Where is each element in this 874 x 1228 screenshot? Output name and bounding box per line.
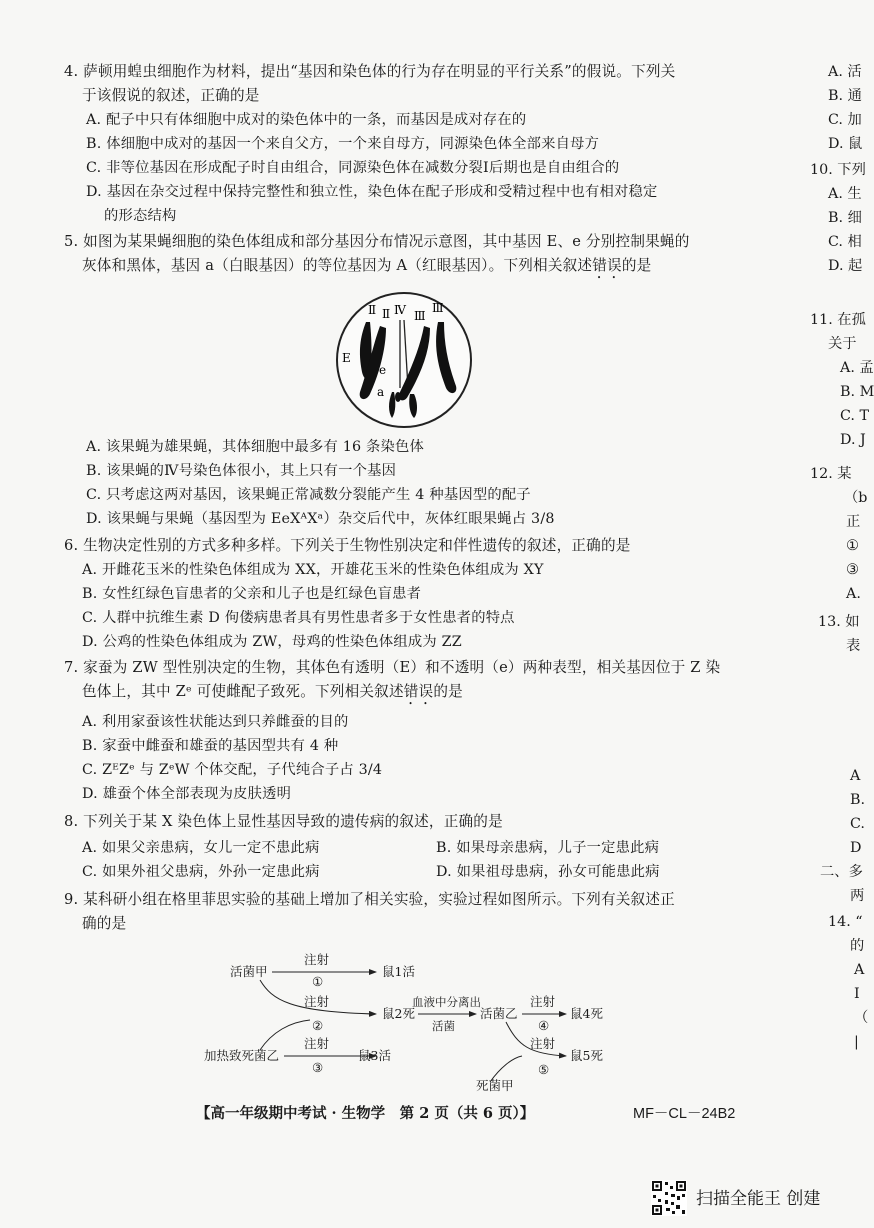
right-fragment: 两 — [850, 888, 865, 904]
right-fragment: ① — [846, 538, 859, 554]
q8-option-c: C. 如果外祖父患病，外孙一定患此病 — [82, 864, 320, 880]
q5-stem-line2: 灰体和黑体，基因 a（白眼基因）的等位基因为 A（红眼基因）。下列相关叙述错误的是 — [82, 257, 652, 274]
q6-option-b: B. 女性红绿色盲患者的父亲和儿子也是红绿色盲患者 — [82, 586, 422, 602]
right-fragment: D. 起 — [828, 258, 863, 274]
right-fragment: D. 鼠 — [828, 136, 863, 152]
q4-stem-line2: 于该假说的叙述，正确的是 — [82, 87, 260, 104]
step-2: ② — [312, 1018, 324, 1033]
q7-option-b: B. 家蚕中雌蚕和雄蚕的基因型共有 4 种 — [82, 738, 339, 754]
right-fragment: A. — [846, 586, 861, 602]
step-5: ⑤ — [538, 1062, 550, 1077]
chromosome-small-1 — [395, 392, 401, 402]
exam-code: MF－CL－24B2 — [633, 1106, 736, 1122]
right-fragment: （ — [854, 1010, 869, 1026]
right-fragment: 14. “ — [828, 914, 863, 930]
right-fragment: A. 活 — [828, 64, 862, 80]
right-fragment: C. T — [840, 408, 870, 424]
label-chromosome-III-b: Ⅲ — [432, 301, 444, 315]
q9-stem-line2: 确的是 — [82, 915, 127, 932]
q5-stem-line1: 5. 如图为某果蝇细胞的染色体组成和部分基因分布情况示意图，其中基因 E、e 分别控制果蝇的 — [64, 233, 690, 250]
right-fragment: A. 生 — [828, 186, 862, 202]
chromosome-diagram — [330, 292, 478, 428]
label-chromosome-III-a: Ⅲ — [414, 309, 426, 323]
right-fragment: 正 — [846, 514, 861, 530]
q4-option-d-line2: 的形态结构 — [104, 208, 177, 224]
gene-E-label: E — [342, 351, 351, 365]
q5-option-a: A. 该果蝇为雄果蝇，其体细胞中最多有 16 条染色体 — [86, 439, 425, 455]
q6-stem: 6. 生物决定性别的方式多种多样。下列关于生物性别决定和伴性遗传的叙述，正确的是 — [64, 537, 631, 554]
right-fragment: B. 通 — [828, 88, 862, 104]
right-fragment: C. — [850, 816, 865, 832]
q5-option-d: D. 该果蝇与果蝇（基因型为 EeXᴬXᵃ）杂交后代中，灰体红眼果蝇占 3/8 — [86, 511, 555, 527]
q4-option-d-line1: D. 基因在杂交过程中保持完整性和独立性，染色体在配子形成和受精过程中也有相对稳定 — [86, 184, 658, 200]
q7-option-d: D. 雄蚕个体全部表现为皮肤透明 — [82, 786, 292, 802]
q8-option-a: A. 如果父亲患病，女儿一定不患此病 — [82, 840, 320, 856]
right-fragment: 二、多 — [820, 864, 863, 880]
step-1: ① — [312, 974, 324, 989]
inject-label-3: 注射 — [304, 1036, 330, 1051]
right-fragment: 的 — [850, 938, 865, 954]
emphasis-wrong: 错误 — [592, 257, 622, 274]
right-fragment: C. 加 — [828, 112, 862, 128]
emphasis-wrong: 错误 — [403, 683, 434, 700]
q5-option-c: C. 只考虑这两对基因，该果蝇正常减数分裂能产生 4 种基因型的配子 — [86, 487, 531, 503]
right-fragment: C. 相 — [828, 234, 862, 250]
right-fragment: 11. 在孤 — [810, 312, 866, 328]
q6-option-a: A. 开雌花玉米的性染色体组成为 XX，开雄花玉米的性染色体组成为 XY — [82, 562, 544, 578]
right-fragment: 表 — [846, 638, 861, 654]
mouse-1: 鼠1活 — [382, 964, 415, 979]
right-fragment: I — [854, 986, 860, 1002]
qr-code-icon — [651, 1180, 687, 1216]
label-chromosome-II-b: Ⅱ — [382, 307, 391, 321]
q8-stem: 8. 下列关于某 X 染色体上显性基因导致的遗传病的叙述，正确的是 — [64, 813, 503, 830]
inject-label-5: 注射 — [530, 1036, 556, 1051]
inject-label-2: 注射 — [304, 994, 330, 1009]
right-fragment: A. 孟 — [840, 360, 874, 376]
mouse-5: 鼠5死 — [570, 1048, 603, 1063]
right-fragment: B. M — [840, 384, 874, 400]
step-3: ③ — [312, 1060, 324, 1075]
right-fragment: 关于 — [828, 336, 857, 352]
heat-killed-bacteria-b: 加热致死菌乙 — [204, 1048, 280, 1063]
right-fragment: D. J — [840, 432, 866, 448]
right-fragment: 10. 下列 — [810, 162, 866, 178]
right-fragment: D — [850, 840, 862, 856]
dead-bacteria-a: 死菌甲 — [476, 1078, 514, 1093]
q4-option-b: B. 体细胞中成对的基因一个来自父方，一个来自母方，同源染色体全部来自母方 — [86, 136, 600, 152]
page-footer: 【高一年级期中考试 · 生物学 第 2 页（共 6 页）】 — [196, 1105, 535, 1122]
q4-option-a: A. 配子中只有体细胞中成对的染色体中的一条，而基因是成对存在的 — [86, 112, 527, 128]
mouse-4: 鼠4死 — [570, 1006, 603, 1021]
q8-option-b: B. 如果母亲患病，儿子一定患此病 — [436, 840, 660, 856]
isolate-label-1: 血液中分离出 — [412, 995, 481, 1009]
label-chromosome-II-a: Ⅱ — [368, 303, 377, 317]
q4-stem-line1: 4. 萨顿用蝗虫细胞作为材料，提出“基因和染色体的行为存在明显的平行关系”的假说。下列关 — [64, 63, 676, 80]
right-fragment: | — [854, 1034, 859, 1050]
experiment-flow-diagram — [200, 942, 620, 1092]
q7-option-c: C. ZᴱZᵉ 与 ZᵉW 个体交配，子代纯合子占 3/4 — [82, 762, 383, 778]
live-bacteria-b: 活菌乙 — [480, 1006, 518, 1021]
q8-option-d: D. 如果祖母患病，孙女可能患此病 — [436, 864, 660, 880]
right-fragment: A — [854, 962, 865, 978]
live-bacteria-a: 活菌甲 — [230, 964, 268, 979]
label-chromosome-IV: Ⅳ — [394, 303, 406, 317]
q5-option-b: B. 该果蝇的Ⅳ号染色体很小，其上只有一个基因 — [86, 463, 397, 479]
isolate-label-2: 活菌 — [432, 1019, 455, 1033]
q6-option-c: C. 人群中抗维生素 D 佝偻病患者具有男性患者多于女性患者的特点 — [82, 610, 515, 626]
inject-label-4: 注射 — [530, 994, 556, 1009]
gene-e-label: e — [379, 363, 387, 377]
q6-option-d: D. 公鸡的性染色体组成为 ZW，母鸡的性染色体组成为 ZZ — [82, 634, 462, 650]
q4-option-c: C. 非等位基因在形成配子时自由组合，同源染色体在减数分裂Ⅰ后期也是自由组合的 — [86, 160, 620, 176]
right-fragment: A — [850, 768, 861, 784]
right-fragment: B. — [850, 792, 866, 808]
right-fragment: 13. 如 — [818, 614, 860, 630]
mouse-3: 鼠3活 — [358, 1048, 391, 1063]
q7-stem-line2: 色体上，其中 Zᵉ 可使雌配子致死。下列相关叙述错误的是 — [82, 683, 463, 700]
gene-a-label: a — [377, 385, 385, 399]
q7-option-a: A. 利用家蚕该性状能达到只养雌蚕的目的 — [82, 714, 349, 730]
right-fragment: （b — [844, 490, 868, 506]
right-fragment: B. 细 — [828, 210, 862, 226]
inject-label-1: 注射 — [304, 952, 330, 967]
step-4: ④ — [538, 1018, 550, 1033]
q7-stem-line1: 7. 家蚕为 ZW 型性别决定的生物，其体色有透明（E）和不透明（e）两种表型，相关基因位于 Z 染 — [64, 659, 721, 676]
scanner-watermark: 扫描全能王 创建 — [696, 1189, 821, 1209]
right-fragment: ③ — [846, 562, 859, 578]
right-fragment: 12. 某 — [810, 466, 852, 482]
mouse-2: 鼠2死 — [382, 1006, 415, 1021]
q9-stem-line1: 9. 某科研小组在格里菲思实验的基础上增加了相关实验，实验过程如图所示。下列有关叙述正 — [64, 891, 675, 908]
